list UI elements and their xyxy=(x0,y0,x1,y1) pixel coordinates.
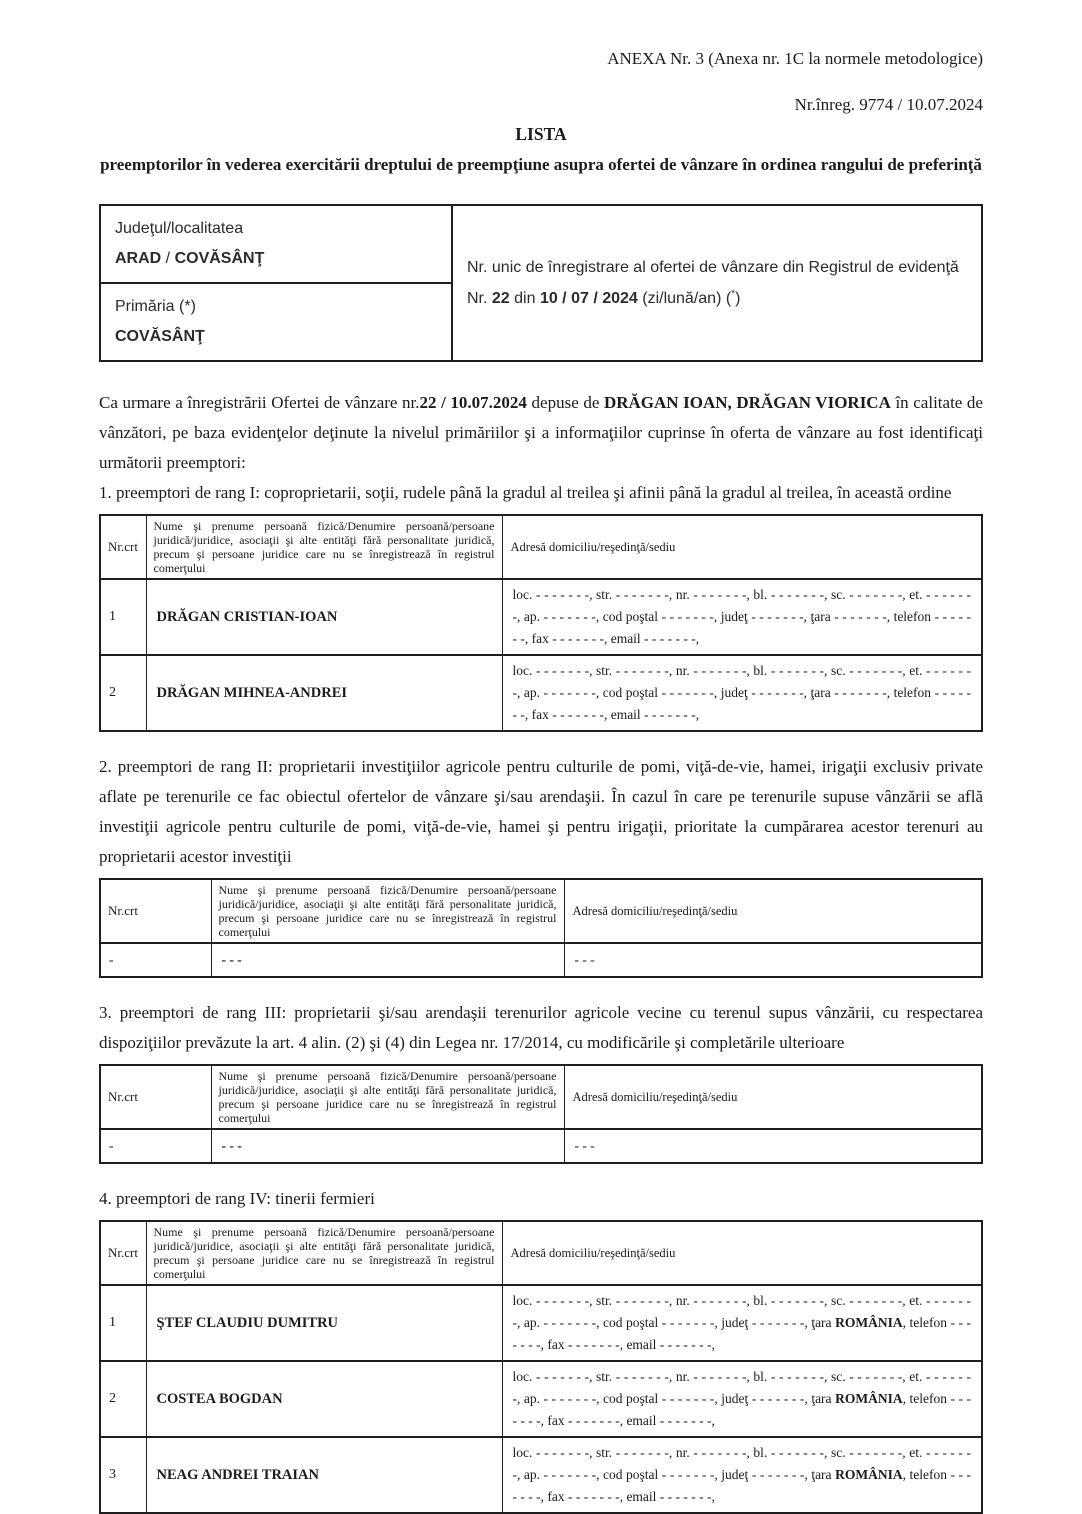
row-number: 1 xyxy=(100,579,146,655)
footnote-star: * xyxy=(731,288,736,300)
col-header-nr: Nr.crt xyxy=(100,1221,146,1285)
registration-number-line: Nr. 22 din 10 / 07 / 2024 (zi/lună/an) (*) xyxy=(467,288,741,307)
county-locality-value: ARAD / COVĂSÂNŢ xyxy=(115,250,265,267)
section-heading-rank2: 2. preemptori de rang II: proprietarii investiţiilor agricole pentru culturile de pomi, viţă-de-vie, hamei, irigaţii exclusiv private aflate pe terenurile ce fac obiectul ofertelor de vânzare şi/sau arendaşii. În cazul în care pe terenurile supuse vânzării se află investiţii agricole pentru culturile de pomi, viţă-de-vie, hamei şi pentru irigaţii, prioritate la cumpărarea acestor terenuri au proprietarii acestor investiţii xyxy=(99,757,983,866)
table-row xyxy=(100,1361,982,1437)
annex-note: ANEXA Nr. 3 (Anexa nr. 1C la normele metodologice) xyxy=(607,49,983,68)
preemptors-table-rank4 xyxy=(99,1220,983,1514)
preemptor-name: - - - xyxy=(211,1129,564,1163)
preemptors-table-rank2 xyxy=(99,878,983,978)
country-value: ROMÂNIA xyxy=(835,1467,903,1482)
col-header-nr: Nr.crt xyxy=(100,1065,211,1129)
table-row-empty xyxy=(100,943,982,977)
table-row xyxy=(100,1437,982,1513)
preemptor-address: loc. - - - - - - -, str. - - - - - - -, nr. - - - - - - -, bl. - - - - - - -, sc. - - - - - - -, et. - - - - - - -, ap. - - - - - - -, cod poştal - - - - - - -, judeţ - - - - - - -, ţara ROMÂNIA, telefon - - - - - - -, fax - - - - - - -, email - - - - - - -, xyxy=(502,1361,982,1437)
country-value: ROMÂNIA xyxy=(835,1315,903,1330)
registration-info-table xyxy=(99,204,983,362)
col-header-address: Adresă domiciliu/reşedinţă/sediu xyxy=(502,1221,982,1285)
sellers-names: DRĂGAN IOAN, DRĂGAN VIORICA xyxy=(603,393,891,412)
col-header-name: Nume şi prenume persoană fizică/Denumire persoană/persoane juridică/juridice, asociaţii şi alte entităţi fără personalitate juridică, precum şi persoane juridice care nu se înregistrează în registrul comerţului xyxy=(146,1221,502,1285)
table-header-row xyxy=(100,879,982,943)
table-row xyxy=(100,579,982,655)
col-header-name: Nume şi prenume persoană fizică/Denumire persoană/persoane juridică/juridice, asociaţii şi alte entităţi fără personalitate juridică, precum şi persoane juridice care nu se înregistrează în registrul comerţului xyxy=(211,1065,564,1129)
row-number: 3 xyxy=(100,1437,146,1513)
intro-paragraph: Ca urmare a înregistrării Ofertei de vânzare nr.22 / 10.07.2024 depuse de DRĂGAN IOAN, DRĂGAN VIORICA în calitate de vânzători, pe baza evidenţelor deţinute la nivelul primăriilor şi a informaţiilor cuprinse în oferta de vânzare au fost identificaţi următorii preemptori: xyxy=(99,393,983,472)
preemptor-address: loc. - - - - - - -, str. - - - - - - -, nr. - - - - - - -, bl. - - - - - - -, sc. - - - - - - -, et. - - - - - - -, ap. - - - - - - -, cod poştal - - - - - - -, judeţ - - - - - - -, ţara ROMÂNIA, telefon - - - - - - -, fax - - - - - - -, email - - - - - - -, xyxy=(502,1437,982,1513)
preemptor-address: loc. - - - - - - -, str. - - - - - - -, nr. - - - - - - -, bl. - - - - - - -, sc. - - - - - - -, et. - - - - - - -, ap. - - - - - - -, cod poştal - - - - - - -, judeţ - - - - - - -, ţara ROMÂNIA, telefon - - - - - - -, fax - - - - - - -, email - - - - - - -, xyxy=(502,1285,982,1361)
preemptor-name: COSTEA BOGDAN xyxy=(146,1361,502,1437)
row-number: 1 xyxy=(100,1285,146,1361)
preemptors-table-rank3 xyxy=(99,1064,983,1164)
table-header-row xyxy=(100,515,982,579)
preemptor-name: DRĂGAN MIHNEA-ANDREI xyxy=(146,655,502,731)
col-header-address: Adresă domiciliu/reşedinţă/sediu xyxy=(564,1065,982,1129)
table-row xyxy=(100,655,982,731)
county-cell xyxy=(100,205,452,283)
row-number: 2 xyxy=(100,1361,146,1437)
section-heading-rank3: 3. preemptori de rang III: proprietarii şi/sau arendaşii terenurilor agricole vecine cu terenul supus vânzării, cu respectarea dispoziţiilor prevăzute la art. 4 alin. (2) şi (4) din Legea nr. 17/2014, cu modificările şi completările ulterioare xyxy=(99,1003,983,1052)
offer-reference: 22 / 10.07.2024 xyxy=(419,393,527,412)
col-header-name: Nume şi prenume persoană fizică/Denumire persoană/persoane juridică/juridice, asociaţii şi alte entităţi fără personalitate juridică, precum şi persoane juridice care nu se înregistrează în registrul comerţului xyxy=(146,515,502,579)
row-number: - xyxy=(100,943,211,977)
table-row xyxy=(100,1285,982,1361)
table-header-row xyxy=(100,1065,982,1129)
page-title: LISTA xyxy=(515,124,567,144)
preemptors-table-rank1 xyxy=(99,514,983,732)
registration-number: Nr.înreg. 9774 / 10.07.2024 xyxy=(794,95,983,114)
section-heading-rank4: 4. preemptori de rang IV: tinerii fermieri xyxy=(99,1189,375,1208)
preemptor-name: DRĂGAN CRISTIAN-IOAN xyxy=(146,579,502,655)
col-header-nr: Nr.crt xyxy=(100,879,211,943)
country-value: ROMÂNIA xyxy=(835,1391,903,1406)
county-label: Judeţul/localitatea xyxy=(115,220,244,237)
row-number: 2 xyxy=(100,655,146,731)
preemptor-address: loc. - - - - - - -, str. - - - - - - -, nr. - - - - - - -, bl. - - - - - - -, sc. - - - - - - -, et. - - - - - - -, ap. - - - - - - -, cod poştal - - - - - - -, judeţ - - - - - - -, ţara - - - - - - -, telefon - - - - - - -, fax - - - - - - -, email - - - - - - -, xyxy=(502,655,982,731)
col-header-address: Adresă domiciliu/reşedinţă/sediu xyxy=(564,879,982,943)
unique-registration-label: Nr. unic de înregistrare al ofertei de vânzare din Registrul de evidenţă xyxy=(467,259,959,276)
county-row xyxy=(100,205,982,283)
section-heading-rank1: 1. preemptori de rang I: coproprietarii, soţii, rudele până la gradul al treilea şi afinii până la gradul al treilea, în această ordine xyxy=(99,483,952,502)
page-subtitle: preemptorilor în vederea exercitării dreptului de preempţiune asupra ofertei de vânzare în ordinea rangului de preferinţă xyxy=(100,155,982,174)
cityhall-label: Primăria (*) xyxy=(115,298,196,315)
preemptor-address: loc. - - - - - - -, str. - - - - - - -, nr. - - - - - - -, bl. - - - - - - -, sc. - - - - - - -, et. - - - - - - -, ap. - - - - - - -, cod poştal - - - - - - -, judeţ - - - - - - -, ţara - - - - - - -, telefon - - - - - - -, fax - - - - - - -, email - - - - - - -, xyxy=(502,579,982,655)
preemptor-address: - - - xyxy=(564,943,982,977)
unique-registration-cell xyxy=(452,205,982,361)
col-header-address: Adresă domiciliu/reşedinţă/sediu xyxy=(502,515,982,579)
table-row-empty xyxy=(100,1129,982,1163)
col-header-name: Nume şi prenume persoană fizică/Denumire persoană/persoane juridică/juridice, asociaţii şi alte entităţi fără personalitate juridică, precum şi persoane juridice care nu se înregistrează în registrul comerţului xyxy=(211,879,564,943)
cityhall-cell xyxy=(100,283,452,361)
table-header-row xyxy=(100,1221,982,1285)
cityhall-value: COVĂSÂNŢ xyxy=(115,328,205,345)
preemptor-address: - - - xyxy=(564,1129,982,1163)
col-header-nr: Nr.crt xyxy=(100,515,146,579)
preemptor-name: NEAG ANDREI TRAIAN xyxy=(146,1437,502,1513)
row-number: - xyxy=(100,1129,211,1163)
preemptor-name: ŞTEF CLAUDIU DUMITRU xyxy=(146,1285,502,1361)
preemptor-name: - - - xyxy=(211,943,564,977)
